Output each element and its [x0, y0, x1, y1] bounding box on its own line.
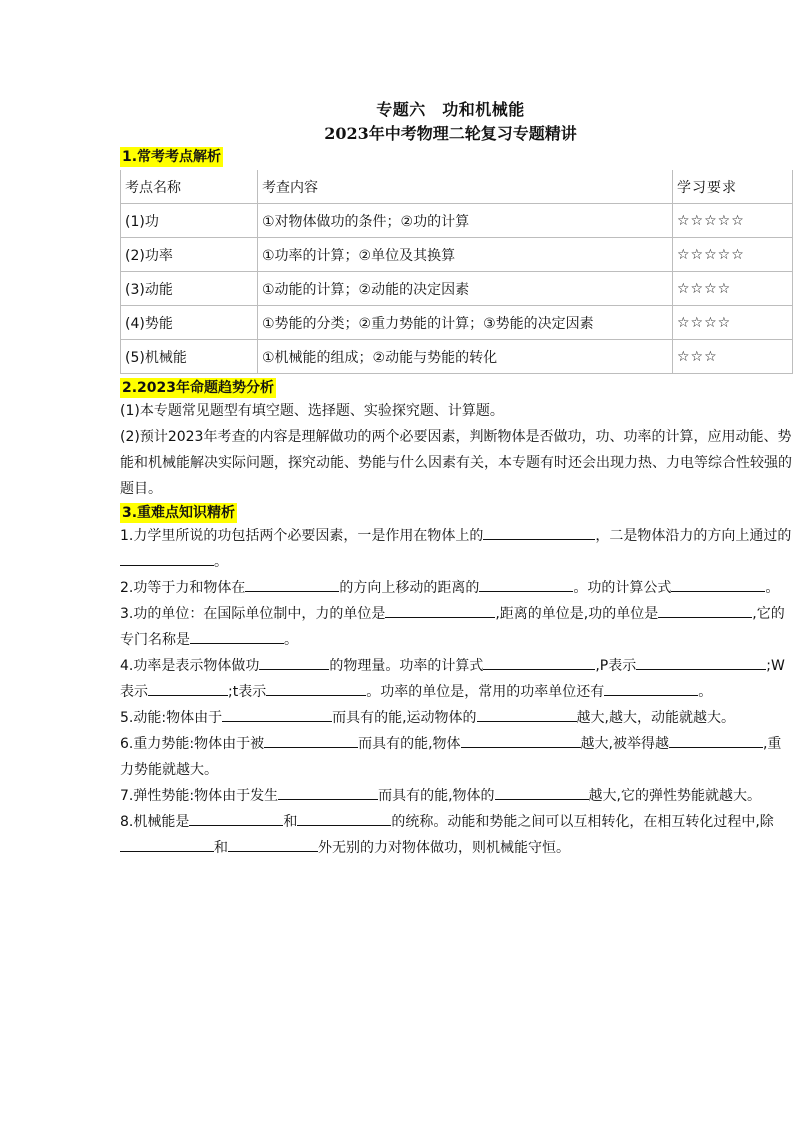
- knowledge-item-6: [120, 731, 793, 783]
- item-text: 。: [214, 554, 228, 570]
- fill-blank[interactable]: [148, 679, 228, 696]
- item-text: 。: [698, 684, 713, 700]
- table-cell: (5)机械能: [121, 340, 258, 374]
- table-cell-stars: ☆☆☆: [673, 340, 793, 374]
- fill-blank[interactable]: [636, 653, 766, 670]
- fill-blank[interactable]: [190, 627, 284, 644]
- item-text: 的统称。动能和势能之间可以互相转化，在相互转化过程中,除: [391, 814, 774, 830]
- item-text: 1.力学里所说的功包括两个必要因素，一是作用在物体上的: [120, 528, 484, 544]
- knowledge-item-2: [120, 575, 793, 601]
- item-text: 和: [214, 840, 228, 856]
- fill-blank[interactable]: [222, 705, 332, 722]
- table-row: [121, 238, 793, 272]
- fill-blank[interactable]: [671, 575, 765, 592]
- item-text: ,它的专门名称是: [120, 606, 785, 648]
- item-text: 7.弹性势能:物体由于发生: [120, 788, 279, 804]
- fill-blank[interactable]: [189, 809, 283, 826]
- item-text: 4.功率是表示物体做功: [120, 658, 260, 674]
- fill-blank[interactable]: [266, 679, 366, 696]
- fill-blank[interactable]: [483, 523, 595, 540]
- fill-blank[interactable]: [385, 601, 495, 618]
- item-text: 。: [284, 632, 298, 648]
- trend-paragraph-2: (2)预计2023年考查的内容是理解做功的两个必要因素，判断物体是否做功，功、功率的计算，应用动能、势能和机械能解决实际问题，探究动能、势能与什么因素有关，本专题有时还会出现力热、力电等综合性较强的题目。: [120, 429, 792, 497]
- item-text: 越大,被举得越: [580, 736, 669, 752]
- fill-blank[interactable]: [483, 653, 595, 670]
- item-text: 而具有的能,物体的: [378, 788, 495, 804]
- item-text: 6.重力势能:物体由于被: [120, 736, 265, 752]
- fill-blank[interactable]: [264, 731, 358, 748]
- fill-blank[interactable]: [228, 835, 318, 852]
- table-cell: ①势能的分类；②重力势能的计算；③势能的决定因素: [258, 306, 673, 340]
- section-heading-1: 1.常考考点解析: [122, 149, 222, 165]
- table-header-cell: 学习要求: [673, 170, 793, 204]
- table-row: [121, 340, 793, 374]
- table-cell: (4)势能: [121, 306, 258, 340]
- fill-blank[interactable]: [297, 809, 391, 826]
- item-text: 而具有的能,运动物体的: [332, 710, 477, 726]
- table-cell-stars: ☆☆☆☆☆: [673, 204, 793, 238]
- fill-blank[interactable]: [120, 835, 214, 852]
- item-text: 2.功等于力和物体在: [120, 580, 246, 596]
- section-heading-3: 3.重难点知识精析: [122, 505, 236, 521]
- fill-blank[interactable]: [120, 549, 214, 566]
- table-row: [121, 204, 793, 238]
- item-text: 越大,越大，动能就越大。: [576, 710, 735, 726]
- document-title: [120, 98, 781, 146]
- item-text: ,重力势能就越大。: [120, 736, 782, 778]
- item-text: ,P表示: [595, 658, 637, 674]
- fill-blank[interactable]: [278, 783, 378, 800]
- exam-points-table: [120, 170, 793, 374]
- document-page: [120, 98, 793, 861]
- item-text: 5.动能:物体由于: [120, 710, 223, 726]
- table-cell: ①动能的计算；②动能的决定因素: [258, 272, 673, 306]
- table-cell: ①对物体做功的条件；②功的计算: [258, 204, 673, 238]
- table-cell: ①机械能的组成；②动能与势能的转化: [258, 340, 673, 374]
- table-cell: (2)功率: [121, 238, 258, 272]
- table-header-cell: 考点名称: [121, 170, 258, 204]
- knowledge-item-7: [120, 783, 793, 809]
- table-cell: ①功率的计算；②单位及其换算: [258, 238, 673, 272]
- fill-blank[interactable]: [461, 731, 581, 748]
- fill-blank[interactable]: [658, 601, 752, 618]
- item-text: 的方向上移动的距离的: [339, 580, 480, 596]
- table-header-row: [121, 170, 793, 204]
- table-cell-stars: ☆☆☆☆: [673, 306, 793, 340]
- item-text: ，二是物体沿力的方向上通过的: [595, 528, 792, 544]
- item-text: 。功率的单位是，常用的功率单位还有: [366, 684, 605, 700]
- section-heading-2: 2.2023年命题趋势分析: [122, 380, 275, 396]
- knowledge-item-1: [120, 523, 793, 575]
- knowledge-item-4: [120, 653, 793, 705]
- item-text: 外无别的力对物体做功，则机械能守恒。: [318, 840, 570, 856]
- knowledge-item-5: [120, 705, 793, 731]
- table-cell: (1)功: [121, 204, 258, 238]
- fill-blank[interactable]: [669, 731, 763, 748]
- item-text: 3.功的单位：在国际单位制中，力的单位是: [120, 606, 386, 622]
- knowledge-item-8: [120, 809, 793, 861]
- item-text: 和: [283, 814, 298, 830]
- table-cell-stars: ☆☆☆☆: [673, 272, 793, 306]
- table-row: [121, 272, 793, 306]
- table-cell-stars: ☆☆☆☆☆: [673, 238, 793, 272]
- item-text: ,距离的单位是,功的单位是: [495, 606, 659, 622]
- table-cell: (3)动能: [121, 272, 258, 306]
- table-header-cell: 考查内容: [258, 170, 673, 204]
- table-row: [121, 306, 793, 340]
- item-text: 而具有的能,物体: [358, 736, 461, 752]
- knowledge-item-3: [120, 601, 793, 653]
- fill-blank[interactable]: [245, 575, 339, 592]
- title-line-1: 专题六 功和机械能: [376, 100, 525, 119]
- item-text: 。功的计算公式: [573, 580, 672, 596]
- fill-blank[interactable]: [259, 653, 329, 670]
- item-text: 8.机械能是: [120, 814, 190, 830]
- item-text: 。: [765, 580, 780, 596]
- fill-blank[interactable]: [495, 783, 589, 800]
- fill-blank[interactable]: [479, 575, 573, 592]
- item-text: ;W表示: [120, 658, 785, 700]
- item-text: 的物理量。功率的计算式: [329, 658, 484, 674]
- item-text: ;t表示: [228, 684, 267, 700]
- trend-paragraph-1: (1)本专题常见题型有填空题、选择题、实验探究题、计算题。: [120, 403, 504, 419]
- item-text: 越大,它的弹性势能就越大。: [588, 788, 761, 804]
- fill-blank[interactable]: [604, 679, 698, 696]
- fill-blank[interactable]: [477, 705, 577, 722]
- title-line-2: 2023年中考物理二轮复习专题精讲: [324, 124, 577, 143]
